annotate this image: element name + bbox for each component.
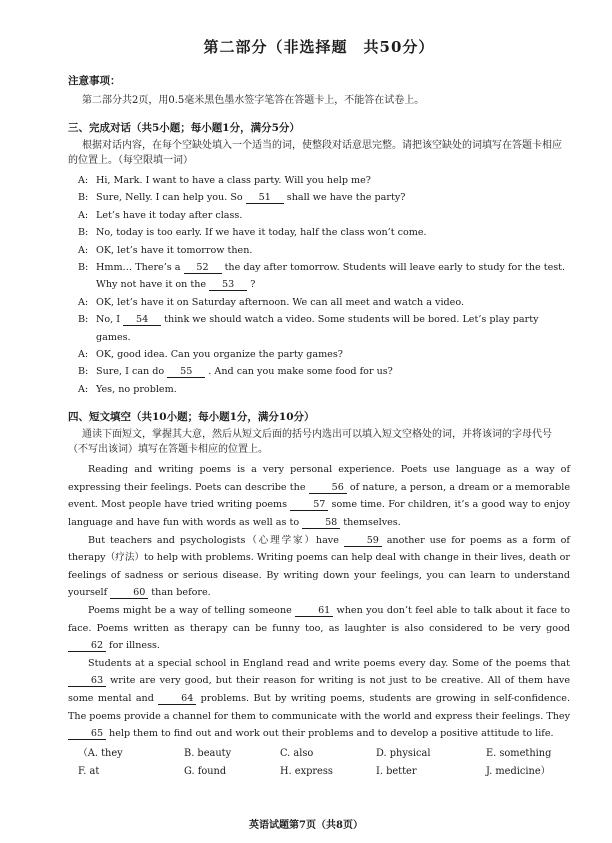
- text-segment: shall we have the party?: [283, 192, 406, 204]
- text-segment: than before.: [148, 587, 211, 599]
- text-segment: OK, let’s have it on Saturday afternoon. We can all meet and watch a video.: [96, 296, 465, 308]
- dialog-line: [78, 259, 570, 294]
- section4-instruction: 通读下面短文，掌握其大意，然后从短文后面的括号内选出可以填入短文空格处的词，并将该词的字母代号（不写出该词）填写在答题卡相应的位置上。: [68, 429, 552, 456]
- speaker-label: B:: [78, 262, 89, 274]
- dialog-line: [78, 381, 570, 398]
- option-item: C. also: [280, 747, 314, 759]
- blank-55: 55: [167, 366, 205, 378]
- text-segment: Hi, Mark. I want to have a class party. Will you help me?: [96, 175, 371, 186]
- option-item: I. better: [376, 765, 417, 777]
- blank-61: 61: [295, 605, 333, 617]
- speaker-label: A:: [78, 383, 89, 395]
- text-segment: for illness.: [106, 640, 160, 652]
- speaker-label: B:: [78, 314, 89, 326]
- dialog-text: [96, 224, 570, 241]
- speaker-label: B:: [78, 366, 89, 378]
- text-segment: But teachers and psychologists（心理学家）have: [88, 534, 344, 546]
- speaker-label: A:: [78, 175, 89, 186]
- passage-paragraph: [68, 461, 570, 531]
- page-footer: 英语试题第7页（共8页）: [249, 820, 363, 831]
- blank-64: 64: [158, 693, 196, 705]
- blank-52: 52: [184, 262, 222, 274]
- blank-51: 51: [246, 192, 284, 204]
- option-item: B. beauty: [184, 747, 232, 759]
- speaker-label: B:: [78, 192, 89, 204]
- dialog-line: [78, 172, 570, 189]
- passage-paragraph: [68, 602, 570, 655]
- text-segment: another use for poems as a form of therapy（疗法）to help with problems. Writing poems can help deal with change in their lives, death or feelings of sadness or serious disease. By writing down your feelings, you can learn to understand yourself: [68, 534, 570, 599]
- text-segment: themselves.: [340, 517, 401, 529]
- speaker-label: A:: [78, 209, 89, 221]
- text-segment: help them to find out and work out their problems and to develop a positive attitude to life.: [106, 728, 554, 740]
- blank-59: 59: [344, 535, 382, 547]
- dialog-line: [78, 224, 570, 241]
- section3-title: 三、完成对话（共5小题；每小题1分，满分5分）: [68, 122, 300, 134]
- text-segment: when you don’t feel able to talk about it face to face. Poems written as therapy can be funny too, as laughter is also considered to be very good: [68, 605, 570, 634]
- dialog-text: [96, 207, 570, 224]
- text-segment: OK, good idea. Can you organize the party games?: [96, 349, 343, 361]
- passage-paragraph: [68, 532, 570, 602]
- text-segment: Let’s have it today after class.: [96, 209, 243, 221]
- dialog-line: [78, 294, 570, 311]
- speaker-label: A:: [78, 244, 89, 256]
- blank-54: 54: [123, 314, 161, 326]
- option-item: D. physical: [376, 747, 431, 759]
- speaker-label: B:: [78, 227, 89, 239]
- dialog-text: [96, 242, 570, 259]
- speaker-label: A:: [78, 349, 89, 361]
- text-segment: OK, let’s have it tomorrow then.: [96, 244, 253, 256]
- text-segment: Hmm… There’s a: [96, 262, 184, 274]
- text-segment: of nature, a person, a dream or a memorable event. Most people have tried writing poems: [68, 481, 570, 511]
- option-item: G. found: [184, 765, 227, 777]
- option-item: J. medicine）: [486, 765, 551, 777]
- text-segment: Yes, no problem.: [96, 383, 177, 395]
- passage-paragraph: [68, 655, 570, 743]
- text-segment: Sure, I can do: [96, 366, 168, 378]
- dialog-line: [78, 311, 570, 346]
- text-segment: the day after tomorrow. Students will leave early to study for the test. Why not have it on the: [96, 262, 566, 291]
- text-segment: Reading and writing poems is a very personal experience. Poets use language as a way of expressing their feelings. Poets can describe the: [68, 464, 570, 493]
- dialog-text: [96, 172, 570, 189]
- speaker-label: A:: [78, 296, 89, 308]
- word-options: [78, 745, 570, 781]
- dialog-text: [96, 189, 570, 206]
- page-title: 第二部分（非选择题 共50分）: [203, 38, 435, 56]
- dialog-text: [96, 363, 570, 380]
- blank-60: 60: [110, 587, 148, 599]
- blank-57: 57: [290, 499, 328, 511]
- option-item: E. something: [486, 747, 552, 759]
- notice-text: 第二部分共2页，用0.5毫米黑色墨水签字笔答在答题卡上，不能答在试卷上。: [82, 95, 425, 106]
- passage: [68, 461, 570, 743]
- blank-65: 65: [68, 728, 106, 740]
- text-segment: Poems might be a way of telling someone: [88, 605, 296, 617]
- notice-heading: 注意事项：: [68, 75, 121, 87]
- blank-53: 53: [209, 279, 247, 291]
- option-item: F. at: [78, 765, 100, 777]
- option-item: （A. they: [78, 747, 123, 759]
- blank-58: 58: [302, 517, 340, 529]
- dialog-line: [78, 189, 570, 206]
- dialog-line: [78, 346, 570, 363]
- dialog-text: [96, 294, 570, 311]
- blank-56: 56: [309, 482, 347, 494]
- section4-title: 四、短文填空（共10小题；每小题1分，满分10分）: [68, 411, 315, 424]
- text-segment: think we should watch a video. Some students will be bored. Let’s play party games.: [96, 314, 539, 343]
- dialog: [78, 172, 570, 398]
- dialog-text: [96, 381, 570, 398]
- dialog-line: [78, 207, 570, 224]
- dialog-text: [96, 259, 570, 294]
- section3-instruction: 根据对话内容，在每个空缺处填入一个适当的词，使整段对话意思完整。请把该空缺处的词填写在答题卡相应的位置上。（每空限填一词）: [68, 140, 562, 166]
- text-segment: Students at a special school in England read and write poems every day. Some of the poems that: [88, 657, 570, 669]
- option-item: H. express: [280, 765, 333, 777]
- blank-62: 62: [68, 640, 106, 652]
- text-segment: write are very good, but their reason for writing is not just to be creative. All of them have some mental and: [68, 675, 570, 704]
- text-segment: No, today is too early. If we have it today, half the class won’t come.: [96, 227, 427, 239]
- text-segment: . And can you make some food for us?: [205, 366, 393, 378]
- text-segment: some time. For children, it’s a good way to enjoy language and have fun with words as well as to: [68, 499, 570, 529]
- text-segment: ?: [247, 279, 256, 291]
- dialog-line: [78, 363, 570, 380]
- dialog-line: [78, 242, 570, 259]
- text-segment: Sure, Nelly. I can help you. So: [96, 192, 246, 204]
- blank-63: 63: [68, 675, 106, 687]
- text-segment: problems. But by writing poems, students are growing in self-confidence. The poems provide a channel for them to communicate with the world and express their feelings. They: [68, 693, 570, 722]
- dialog-text: [96, 311, 570, 346]
- text-segment: No, I: [96, 314, 124, 326]
- dialog-text: [96, 346, 570, 363]
